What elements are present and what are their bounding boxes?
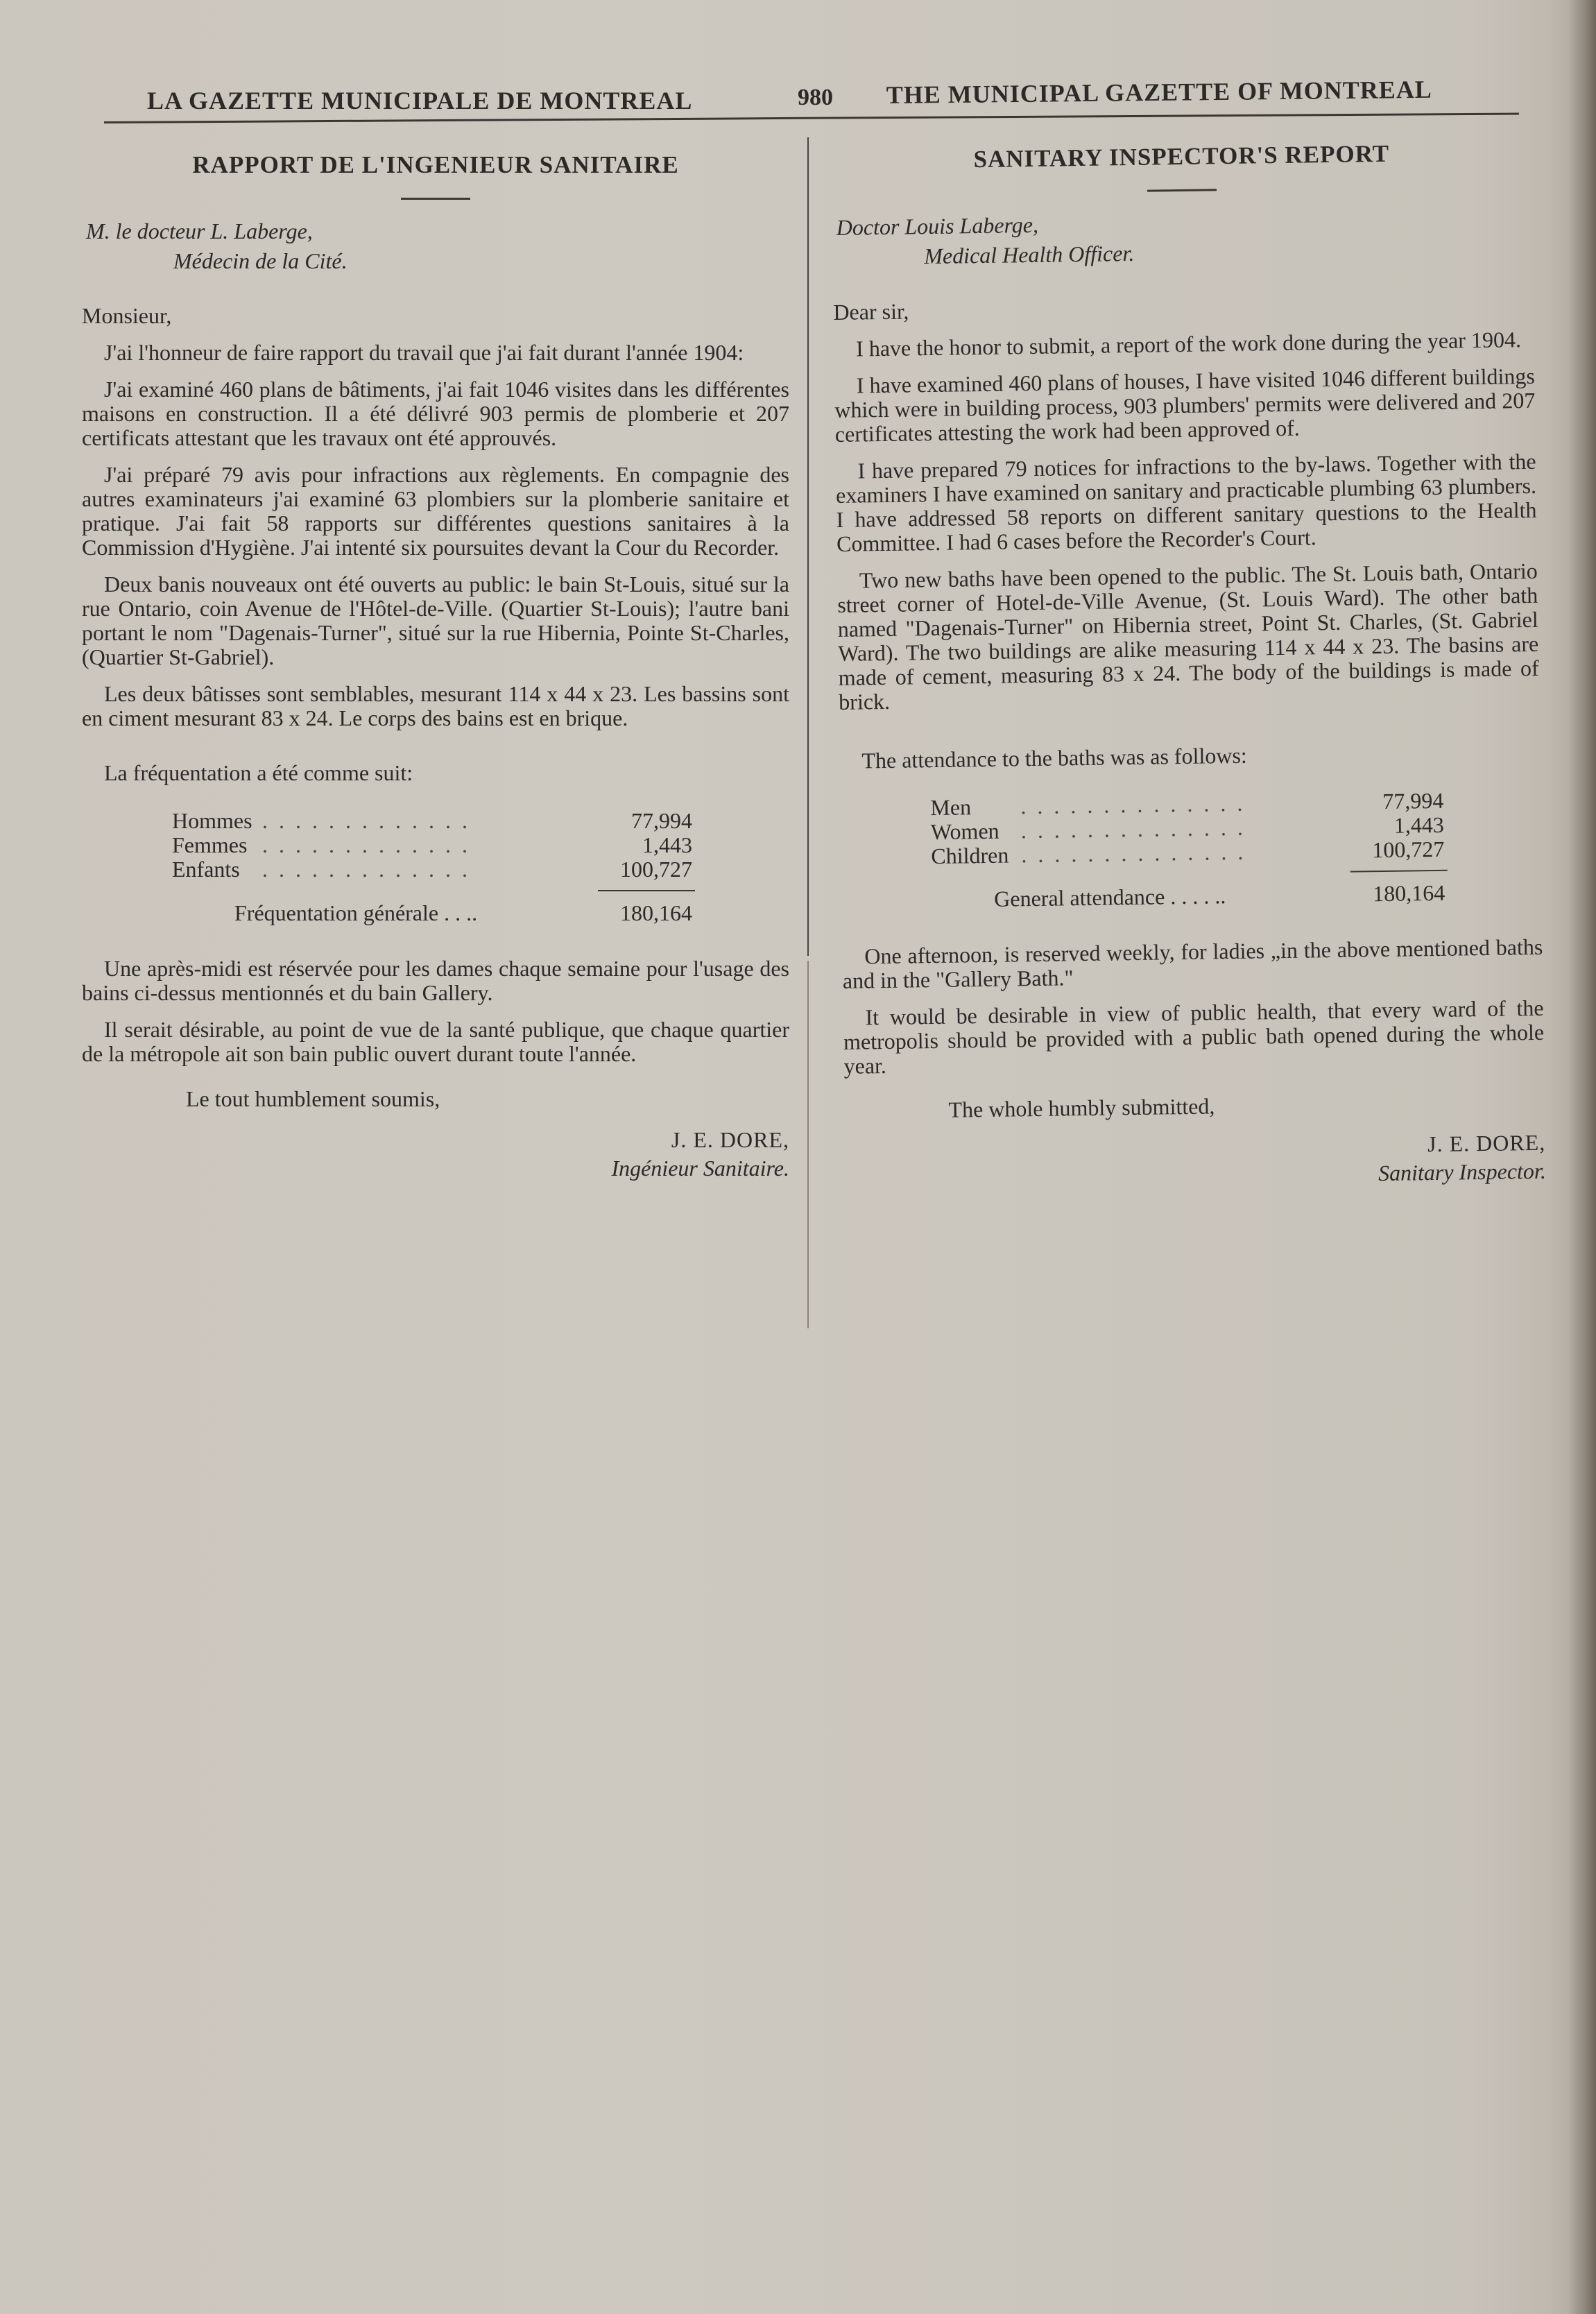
leader-dots: . . . . . . . . . . . . .: [262, 832, 470, 857]
leader-dots: . . . . . . . . . . . . . .: [1020, 814, 1246, 843]
stat-label: Femmes: [172, 832, 248, 857]
stat-label: Men: [930, 794, 972, 821]
english-column: [831, 132, 1546, 1193]
stat-value: 1,443: [642, 832, 692, 857]
stat-value: 1,443: [1393, 812, 1445, 838]
english-attendance-intro: The attendance to the baths was as follows:: [861, 742, 1248, 773]
french-column: [82, 146, 789, 1181]
column-divider: [807, 137, 809, 956]
header-french-title: LA GAZETTE MUNICIPALE DE MONTREAL: [147, 87, 693, 114]
leader-dots: . . . . . . . . . . . . .: [262, 857, 470, 882]
total-value: 180,164: [620, 900, 692, 925]
french-signature-title: Ingénieur Sanitaire.: [611, 1156, 789, 1181]
stat-value: 77,994: [631, 808, 692, 833]
table-row: [82, 809, 789, 833]
english-paragraph: I have examined 460 plans of houses, I have visited 1046 different buildings which were in building process, 903 plumbers' permits were delivered and 207 certificates attesting the work had been approved of.: [834, 363, 1536, 447]
french-heading: RAPPORT DE L'INGENIEUR SANITAIRE: [192, 151, 679, 178]
total-rule: [598, 890, 695, 891]
french-paragraph: Une après-midi est réservée pour les dames chaque semaine pour l'usage des bains ci-dessus mentionnés et du bain Gallery.: [82, 956, 789, 1005]
french-addressee: M. le docteur L. Laberge,: [86, 218, 313, 243]
stat-value: 100,727: [620, 857, 692, 882]
english-paragraph: It would be desirable in view of public health, that every ward of the metropolis should be provided with a public bath opened during the whole year.: [843, 995, 1545, 1079]
table-row: [82, 833, 789, 857]
english-heading: SANITARY INSPECTOR'S REPORT: [973, 139, 1390, 173]
french-signature: J. E. DORE,: [671, 1127, 789, 1152]
page-header: [104, 75, 1519, 119]
total-row: [82, 901, 789, 929]
table-row: [82, 857, 789, 882]
french-paragraph: Les deux bâtisses sont semblables, mesurant 114 x 44 x 23. Les bassins sont en ciment mesurant 83 x 24. Le corps des bains est en brique.: [82, 681, 789, 730]
leader-dots: . . . . . . . . . . . . . .: [1020, 790, 1246, 819]
french-attendance-table: [82, 809, 789, 929]
french-closing: Le tout humblement soumis,: [186, 1086, 440, 1111]
english-salutation: Dear sir,: [833, 298, 909, 325]
french-paragraph: Deux banis nouveaux ont été ouverts au public: le bain St-Louis, situé sur la rue Ontario, coin Avenue de l'Hôtel-de-Ville. (Quartier St-Louis); l'autre bani portant le nom "Dagenais-Turner", situé sur la rue Hibernia, Pointe St-Charles, (Quartier St-Gabriel).: [82, 572, 789, 669]
english-signature-title: Sanitary Inspector.: [1378, 1158, 1547, 1186]
total-label: General attendance . . . . ..: [994, 883, 1226, 911]
english-addressee: Doctor Louis Laberge,: [836, 212, 1039, 240]
french-salutation: Monsieur,: [82, 303, 172, 328]
english-closing: The whole humbly submitted,: [948, 1093, 1215, 1122]
page-number: 980: [798, 85, 833, 110]
english-paragraph: I have the honor to submit, a report of the work done during the year 1904.: [855, 327, 1522, 361]
french-paragraph: Il serait désirable, au point de vue de la santé publique, que chaque quartier de la métropole ait son bain public ouvert durant toute l'année.: [82, 1017, 789, 1066]
total-label: Fréquentation générale . . ..: [234, 900, 478, 925]
page-edge-shadow: [1568, 0, 1596, 2314]
header-english-title: THE MUNICIPAL GAZETTE OF MONTREAL: [886, 75, 1433, 110]
stat-value: 100,727: [1372, 836, 1445, 863]
english-addressee-title: Medical Health Officer.: [924, 240, 1135, 269]
stat-label: Hommes: [172, 808, 252, 833]
leader-dots: . . . . . . . . . . . . . .: [1021, 839, 1246, 868]
english-signature: J. E. DORE,: [1427, 1129, 1546, 1157]
french-paragraph: J'ai l'honneur de faire rapport du travail que j'ai fait durant l'année 1904:: [104, 340, 744, 365]
english-paragraph: One afternoon, is reserved weekly, for ladies „in the above mentioned baths and in the "Gallery Bath.": [842, 934, 1543, 993]
total-value: 180,164: [1372, 880, 1445, 907]
heading-rule: [1147, 189, 1217, 191]
stat-label: Children: [931, 842, 1009, 869]
heading-rule: [401, 198, 470, 200]
english-paragraph: I have prepared 79 notices for infractions to the by-laws. Together with the examiners I have examined on sanitary and practicable plumbing 63 plumbers. I have addressed 58 reports on different sanitary questions to the Health Committee. I had 6 cases before the Recorder's Court.: [835, 448, 1537, 556]
stat-label: Women: [930, 818, 999, 845]
column-divider-lower: [807, 961, 809, 1328]
english-attendance-table: [840, 787, 1542, 917]
french-paragraph: J'ai examiné 460 plans de bâtiments, j'ai fait 1046 visites dans les différentes maisons en construction. Il a été délivré 903 permis de plomberie et 207 certificats attestant que les travaux ont été approuvés.: [82, 377, 789, 450]
french-attendance-intro: La fréquentation a été comme suit:: [104, 760, 413, 785]
total-row: [841, 880, 1542, 917]
stat-value: 77,994: [1382, 787, 1444, 814]
french-addressee-title: Médecin de la Cité.: [173, 248, 347, 273]
total-rule: [1350, 870, 1448, 873]
leader-dots: . . . . . . . . . . . . .: [262, 808, 470, 833]
french-paragraph: J'ai préparé 79 avis pour infractions aux règlements. En compagnie des autres examinateurs j'ai examiné 63 plombiers sur la plomberie sanitaire et pratique. J'ai fait 58 rapports sur différentes questions sanitaires à la Commission d'Hygiène. J'ai intenté six poursuites devant la Cour du Recorder.: [82, 462, 789, 560]
stat-label: Enfants: [172, 857, 240, 882]
english-paragraph: Two new baths have been opened to the public. The St. Louis bath, Ontario street corner of Hotel-de-Ville Avenue, (St. Louis Ward). The other bath named "Dagenais-Turner" on Hibernia street, Point St. Charles, (St. Gabriel Ward). The two buildings are alike measuring 114 x 44 x 23. The basins are made of cement, measuring 83 x 24. The body of the buildings is made of brick.: [837, 558, 1539, 714]
